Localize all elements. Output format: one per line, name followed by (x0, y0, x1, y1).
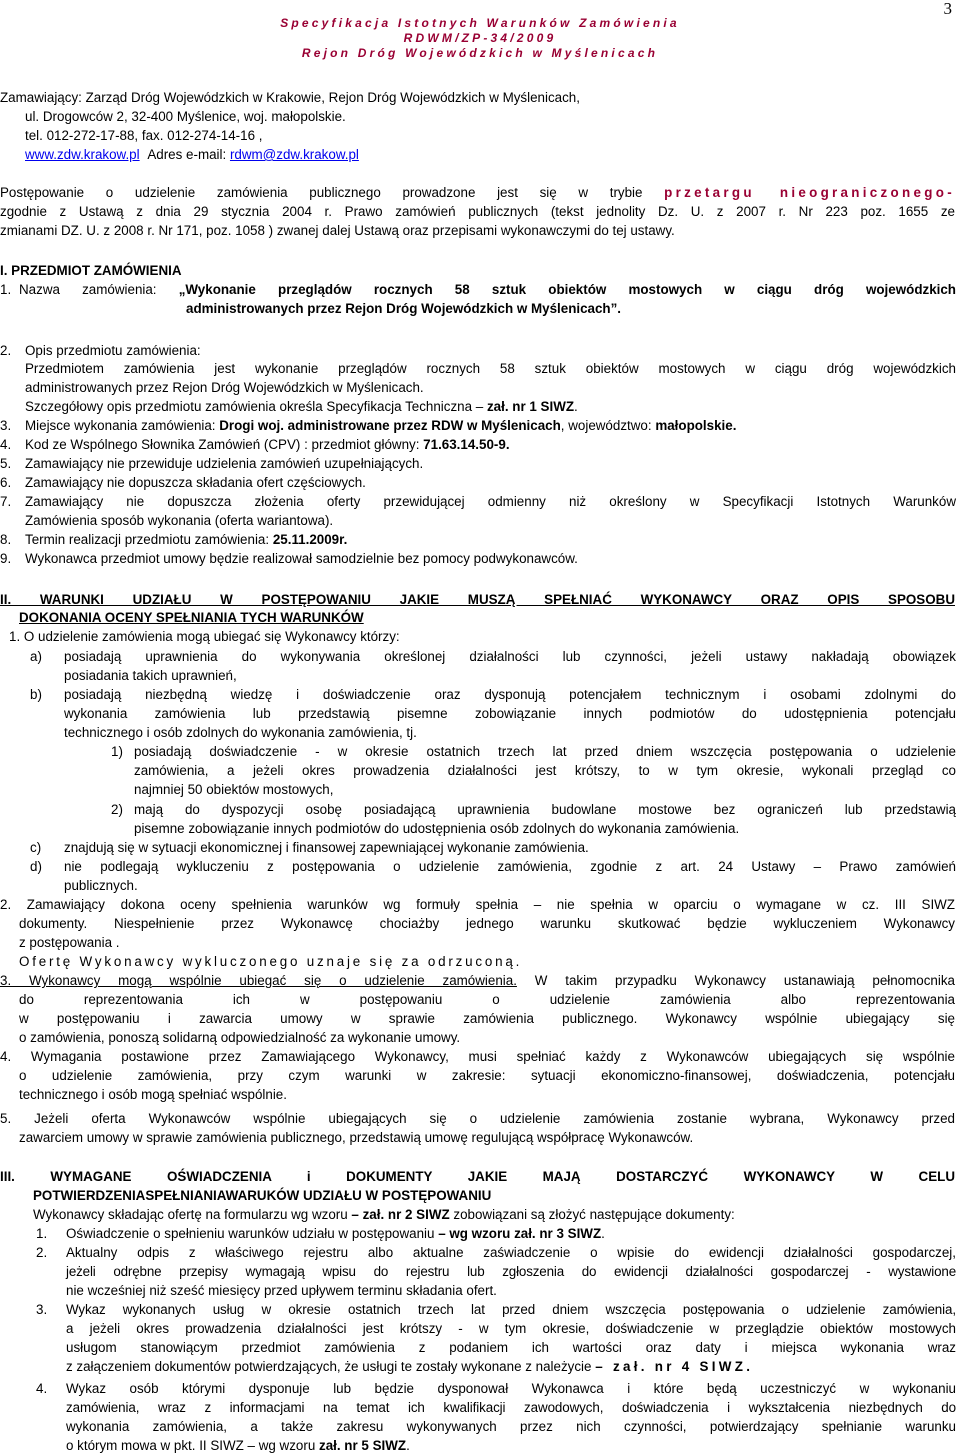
condition-b2-label: 2) (111, 802, 123, 817)
section-2-point-4-line-3: technicznego i osób mogą spełniać wspólnie. (19, 1087, 287, 1102)
deadline-value: 25.11.2009r. (272, 532, 348, 547)
statement-text: Oświadczenie o spełnieniu warunków udziału w postępowaniu (66, 1226, 439, 1241)
item-3-text (25, 417, 736, 434)
item-5-number: 5. (0, 456, 12, 471)
header-reference: RDWM/ZP-34/2009 (403, 31, 557, 45)
section-2-point-2-line-1: 2. Zamawiający dokona oceny spełnienia warunków wg formuły spełnia – nie spełnia w oparciu o wymagane w cz. III SIWZ (0, 897, 955, 912)
header-office: Rejon Dróg Wojewódzkich w Myślenicach (301, 46, 659, 60)
document-3-line-1: Wykaz wykonanych usług w okresie ostatnich trzech lat przed dniem wszczęcia postępowania o udzielenie zamówienia, (66, 1302, 956, 1317)
item-6-text: Zamawiający nie dopuszcza składania ofert częściowych. (25, 475, 366, 490)
section-2-point-4-line-2: o udzielenie zamówienia, przy czym warunki w zakresie: sytuacji ekonomiczno-finansowej, doświadczenia, potencjału (19, 1068, 955, 1083)
item-8-text (25, 531, 347, 548)
document-2-line-1: Aktualny odpis z właściwego rejestru albo aktualne zaświadczenie o wpisie do ewidencji działalności gospodarczej, (66, 1245, 956, 1260)
description-line-2: administrowanych przez Rejon Dróg Wojewódzkich w Myślenicach. (25, 380, 424, 395)
document-3-line-3: usługom stanowiącym przedmiot zamówienia z podaniem ich wartości oraz daty i miejsca wykonania wraz (66, 1340, 956, 1355)
description-attachment: zał. nr 1 SIWZ (486, 399, 575, 414)
personnel-text: o którym mowa w pkt. II SIWZ – wg wzoru (66, 1438, 319, 1453)
document-4-line-4 (66, 1437, 410, 1454)
offer-form-text: Wykonawcy składając ofertę na formularzu wg wzoru (33, 1207, 352, 1222)
order-name-label: Nazwa zamówienia: (19, 282, 179, 297)
documents-required-text: zobowiązani są złożyć następujące dokumenty: (449, 1207, 735, 1222)
procedure-line-3: zmianami DZ. U. z 2008 r. Nr 171, poz. 1058 ) zwanej dalej Ustawą oraz przepisami wykonawczymi do tej ustawy. (0, 223, 675, 238)
order-name: „Wykonanie przeglądów rocznych 58 sztuk obiektów mostowych w ciągu dróg wojewódzkich (178, 282, 956, 297)
description-spec-text: Szczegółowy opis przedmiotu zamówienia określa Specyfikacja Techniczna – (25, 399, 487, 414)
intro-address: ul. Drogowców 2, 32-400 Myślenice, woj. małopolskie. (25, 109, 346, 124)
item-9-number: 9. (0, 551, 12, 566)
voivodeship-label: , województwo: (560, 418, 656, 433)
intro-phone: tel. 012-272-17-88, fax. 012-274-14-16 , (25, 128, 263, 143)
section-2-point-2-line-3: z postępowania . (19, 935, 120, 950)
procedure-mode: przetargu nieograniczonego- (664, 185, 955, 200)
voivodeship-value: małopolskie. (655, 418, 737, 433)
services-proof-text: z załączeniem dokumentów potwierdzających, że usługi te zostały wykonane z należycie (66, 1359, 596, 1374)
personnel-period: . (406, 1438, 410, 1453)
place-label: Miejsce wykonania zamówienia: (25, 418, 220, 433)
section-2-point-4-line-1: 4. Wymagania postawione przez Zamawiającego Wykonawcy, musi spełniać każdy z Wykonawców ubiegających się wspólnie (0, 1049, 955, 1064)
email-label: Adres e-mail: (147, 147, 230, 162)
condition-b1-line-1: posiadają doświadczenie - w okresie ostatnich trzech lat przed dniem wszczęcia postępowania o udzielenie (134, 744, 956, 759)
condition-c-label: c) (30, 840, 42, 855)
document-2-number: 2. (36, 1245, 48, 1260)
document-3-line-2: a jeżeli okres prowadzenia działalności jest krótszy - w tym okresie, doświadczenie w przeglądzie obiektów mostowych (66, 1321, 956, 1336)
condition-d-line-1: nie podlegają wykluczeniu z postępowania o udzielenie zamówienia, zgodnie z art. 24 Ustawy – Prawo zamówień (64, 859, 956, 874)
condition-b1-label: 1) (111, 744, 123, 759)
cpv-code: 71.63.14.50-9. (423, 437, 510, 452)
services-attachment: – zał. nr 4 SIWZ. (595, 1359, 754, 1374)
section-3-heading-line-2: POTWIERDZENIASPEŁNIANIAWARUKÓW UDZIAŁU W POSTĘPOWANIU (33, 1188, 492, 1203)
document-3-line-4 (66, 1358, 753, 1375)
offer-form-attachment: – zał. nr 2 SIWZ (351, 1207, 450, 1222)
item-1-number: 1. (0, 282, 12, 297)
document-4-line-2: zamówienia, wraz z informacjami na temat ich kwalifikacji zawodowych, doświadczenia i wykształcenia niezbędnych do (66, 1400, 956, 1415)
procedure-line-2: zgodnie z Ustawą z dnia 29 stycznia 2004 r. Prawo zamówień publicznych (tekst jednolity Dz. U. z 2007 r. Nr 223 poz. 1655 ze (0, 204, 955, 219)
item-8-number: 8. (0, 532, 12, 547)
condition-b1-line-2: zamówienia, a jeżeli okres prowadzenia działalności jest krótszy, to w tym okresie, wykonali przegląd co (134, 763, 956, 778)
condition-a-line-1: posiadają uprawnienia do wykonywania określonej działalności lub czynności, jeżeli ustawy nakładają obowiązek (64, 649, 956, 664)
section-2-point-3-line-4: o zamówienia, ponoszą solidarną odpowiedzialność za wykonanie umowy. (19, 1030, 461, 1045)
page-number: 3 (943, 0, 952, 18)
intro-contacts (25, 146, 359, 163)
section-2-heading-line-2: DOKONANIA OCENY SPEŁNIANIA TYCH WARUNKÓW (19, 610, 364, 625)
website-link[interactable]: www.zdw.krakow.pl (25, 147, 140, 162)
condition-b-line-3: technicznego i osób zdolnych do wykonania zamówienia, tj. (64, 725, 417, 740)
condition-d-line-2: publicznych. (64, 878, 138, 893)
item-5-text: Zamawiający nie przewiduje udzielenia zamówień uzupełniających. (25, 456, 424, 471)
document-2-line-3: nie wcześniej niż sześć miesięcy przed upływem terminu składania ofert. (66, 1283, 497, 1298)
item-7-line-2: Zamówienia sposób wykonania (oferta wariantowa). (25, 513, 334, 528)
procedure-line-1 (0, 184, 955, 201)
document-4-number: 4. (36, 1381, 48, 1396)
section-2-point-1: 1. O udzielenie zamówienia mogą ubiegać się Wykonawcy którzy: (9, 629, 400, 644)
condition-a-line-2: posiadania takich uprawnień, (64, 668, 237, 683)
deadline-label: Termin realizacji przedmiotu zamówienia: (25, 532, 273, 547)
header-title: Specyfikacja Istotnych Warunków Zamówienia (280, 16, 680, 30)
item-3-number: 3. (0, 418, 12, 433)
section-2-point-3-line-1 (0, 972, 955, 989)
document-3-number: 3. (36, 1302, 48, 1317)
section-3-intro (33, 1206, 735, 1223)
document-4-line-1: Wykaz osób którymi dysponuje lub będzie dysponował Wykonawca i które będą uczestniczyć w wykonaniu (66, 1381, 956, 1396)
section-2-point-3-line-2: do reprezentowania ich w postępowaniu o udzielenie zamówienia albo reprezentowania (19, 992, 955, 1007)
statement-period: . (601, 1226, 605, 1241)
intro-line-1: Zamawiający: Zarząd Dróg Wojewódzkich w Krakowie, Rejon Dróg Wojewódzkich w Myślenicach, (0, 90, 580, 105)
condition-a-label: a) (30, 649, 42, 664)
procedure-text: Postępowanie o udzielenie zamówienia publicznego prowadzone jest się w trybie (0, 185, 665, 200)
condition-b-line-1: posiadają niezbędną wiedzę i doświadczenie oraz dysponują potencjałem technicznym i osobami zdolnymi do (64, 687, 956, 702)
section-2-point-3-line-3: w postępowaniu i zawarcia umowy w sprawie zamówienia publicznego. Wykonawcy wspólnie ubiegający się (19, 1011, 955, 1026)
order-name-line-1 (19, 281, 956, 298)
description-label: Opis przedmiotu zamówienia: (25, 343, 201, 358)
condition-d-label: d) (30, 859, 42, 874)
condition-b2-line-2: pisemne zobowiązanie innych podmiotów do udostępnienia osób zdolnych do wykonania zamówienia. (134, 821, 740, 836)
section-1-heading: I. PRZEDMIOT ZAMÓWIENIA (0, 263, 182, 278)
description-line-1: Przedmiotem zamówienia jest wykonanie przeglądów rocznych 58 sztuk obiektów mostowych w ciągu dróg wojewódzkich (25, 361, 956, 376)
personnel-attachment: zał. nr 5 SIWZ (319, 1438, 407, 1453)
section-2-heading-line-1: II. WARUNKI UDZIAŁU W POSTĘPOWANIU JAKIE MUSZĄ SPEŁNIAĆ WYKONAWCY ORAZ OPIS SPOSOBU (0, 592, 955, 607)
document-1-number: 1. (36, 1226, 48, 1241)
representative-text: W takim przypadku Wykonawcy ustanawiają pełnomocnika (516, 973, 955, 988)
joint-application-text: 3. Wykonawcy mogą wspólnie ubiegać się o udzielenie zamówienia. (0, 973, 517, 988)
section-2-point-5-line-1: 5. Jeżeli oferta Wykonawców wspólnie ubiegających się o udzielenie zamówienia zostanie wybrana, Wykonawcy przed (0, 1111, 955, 1126)
condition-b-line-2: wykonania zamówienia lub przedstawią pisemne zobowiązanie innych podmiotów do udostępnienia potencjału (64, 706, 956, 721)
document-2-line-2: jeżeli odrębne przepisy wymagają wpisu do rejestru lub zgłoszenia do ewidencji działalności gospodarczej - wystawione (66, 1264, 956, 1279)
condition-b2-line-1: mają do dyspozycji osobę posiadającą uprawnienia budowlane mostowe bez ograniczeń lub przedstawią (134, 802, 956, 817)
condition-b-label: b) (30, 687, 42, 702)
statement-attachment: – wg wzoru zał. nr 3 SIWZ (438, 1226, 602, 1241)
item-6-number: 6. (0, 475, 12, 490)
email-link[interactable]: rdwm@zdw.krakow.pl (229, 147, 359, 162)
item-7-line-1: Zamawiający nie dopuszcza złożenia oferty przewidującej odmienny niż określony w Specyfikacji Istotnych Warunków (25, 494, 956, 509)
item-4-text (25, 436, 510, 453)
section-3-heading-line-1: III. WYMAGANE OŚWIADCZENIA i DOKUMENTY JAKIE MAJĄ DOSTARCZYĆ WYKONAWCY W CELU (0, 1169, 955, 1184)
section-2-point-2-line-2: dokumenty. Niespełnienie przez Wykonawcę chociażby jednego warunku skutkować będzie wykluczeniem Wykonawcy (19, 916, 955, 931)
order-name-line-2: administrowanych przez Rejon Dróg Wojewódzkich w Myślenicach”. (186, 301, 622, 316)
document-1-text (66, 1225, 605, 1242)
document-4-line-3: wykonania zamówienia, a także zakresu wykonywanych przez nich czynności, potwierdzający spełnianie warunku (66, 1419, 956, 1434)
item-9-text: Wykonawca przedmiot umowy będzie realizował samodzielnie bez pomocy podwykonawców. (25, 551, 578, 566)
condition-c-text: znajdują się w sytuacji ekonomicznej i finansowej zapewniającej wykonanie zamówienia. (64, 840, 589, 855)
rejection-notice: Ofertę Wykonawcy wykluczonego uznaje się za odrzuconą. (19, 954, 523, 969)
place-value: Drogi woj. administrowane przez RDW w Myślenicach (219, 418, 561, 433)
section-2-point-5-line-2: zawarciem umowy w sprawie zamówienia publicznego, przedstawią umowę regulującą współpracę Wykonawców. (19, 1130, 694, 1145)
item-2-number: 2. (0, 343, 12, 358)
item-7-number: 7. (0, 494, 12, 509)
condition-b1-line-3: najmniej 50 obiektów mostowych, (134, 782, 334, 797)
description-line-3: Szczegółowy opis przedmiotu zamówienia określa Specyfikacja Techniczna – zał. nr 1 SIWZ. (25, 399, 578, 414)
cpv-label: Kod ze Wspólnego Słownika Zamówień (CPV) : przedmiot główny: (25, 437, 424, 452)
item-4-number: 4. (0, 437, 12, 452)
